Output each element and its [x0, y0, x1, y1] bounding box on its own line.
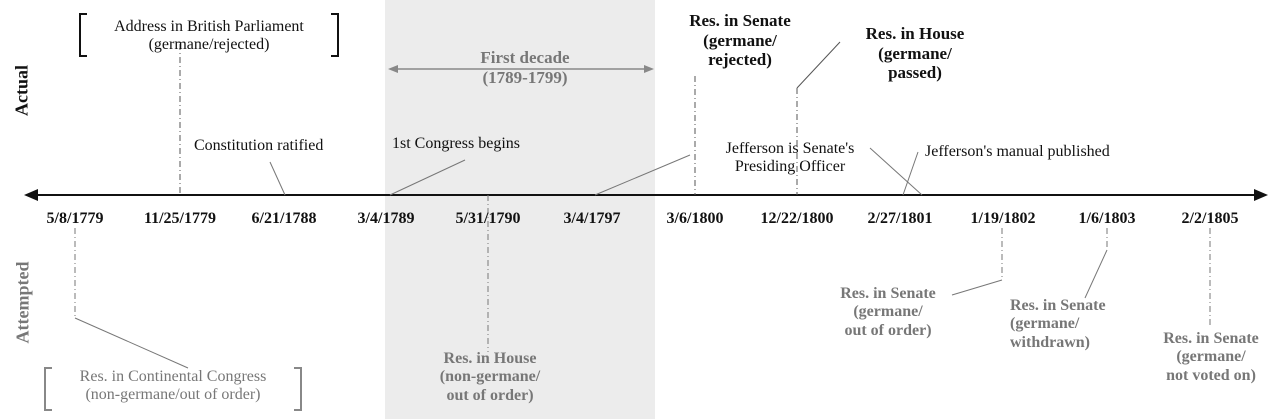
- period-range: (1789-1799): [482, 67, 568, 87]
- event-senate-1805: Res. in Senate (germane/ not voted on): [1163, 330, 1259, 384]
- milestone-jefferson-officer: Jefferson is Senate's Presiding Officer: [725, 140, 855, 176]
- period-title: First decade: [480, 48, 570, 67]
- bracket-continental-right: [294, 368, 301, 410]
- event-house-1790: Res. in House (non-germane/ out of order): [439, 350, 541, 404]
- event-parliament: Address in British Parliament (germane/rejected): [114, 18, 304, 54]
- event-house-1800: Res. in House (germane/ passed): [865, 24, 965, 83]
- bracket-parliament-right: [331, 14, 338, 56]
- date-label: 3/4/1789: [357, 210, 415, 227]
- date-label: 2/27/1801: [867, 210, 933, 227]
- leader-constitution: [270, 162, 285, 195]
- date-label: 3/4/1797: [563, 210, 621, 227]
- event-senate-1800: Res. in Senate (germane/ rejected): [689, 11, 791, 70]
- axis-arrow-right: [1254, 189, 1268, 201]
- leader-jefferson-officer: [595, 155, 690, 195]
- bracket-continental-left: [45, 368, 52, 410]
- date-label: 1/6/1803: [1078, 210, 1136, 227]
- event-senate-1802: Res. in Senate (germane/ out of order): [840, 285, 936, 339]
- axis-arrow-left: [24, 189, 38, 201]
- first-decade-label: [440, 48, 610, 87]
- milestone-first-congress: 1st Congress begins: [392, 135, 520, 152]
- bracket-parliament-left: [80, 14, 87, 56]
- leader-first-congress: [390, 160, 465, 195]
- date-label: 11/25/1779: [143, 210, 217, 227]
- date-label: 1/19/1802: [970, 210, 1036, 227]
- event-senate-1803: Res. in Senate (germane/ withdrawn): [1010, 297, 1106, 351]
- date-label: 12/22/1800: [760, 210, 834, 227]
- leader-jefferson-manual: [903, 152, 918, 195]
- milestone-jefferson-manual: Jefferson's manual published: [925, 143, 1110, 160]
- event-continental: Res. in Continental Congress (non-germane/out of order): [79, 368, 267, 404]
- actual-side-label: Actual: [11, 65, 32, 116]
- date-label: 2/2/1805: [1181, 210, 1239, 227]
- date-label: 6/21/1788: [251, 210, 317, 227]
- date-label: 3/6/1800: [666, 210, 724, 227]
- milestone-constitution: Constitution ratified: [194, 137, 324, 154]
- date-label: 5/8/1779: [46, 210, 104, 227]
- date-label: 5/31/1790: [455, 210, 521, 227]
- attempted-side-label: Attempted: [12, 261, 33, 344]
